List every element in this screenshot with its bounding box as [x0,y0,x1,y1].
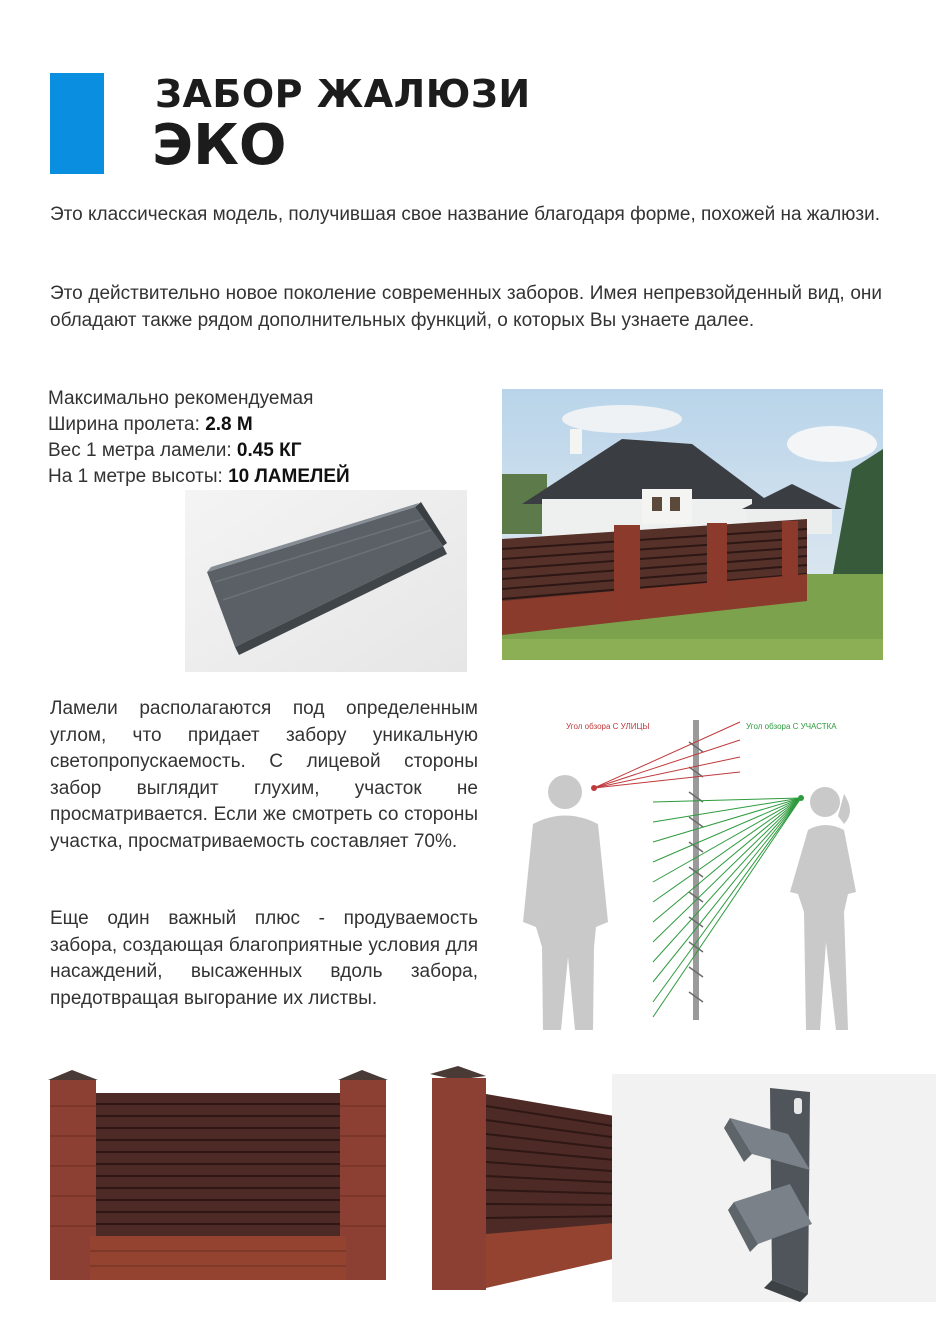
specs-block [48,386,350,490]
accent-bar [50,73,104,174]
fence-front-image [46,1066,392,1288]
page-title-line1: ЗАБОР ЖАЛЮЗИ [155,72,531,116]
page-title-line2: ЭКО [152,113,287,178]
intro-paragraph-2: Это действительно новое поколение современных заборов. Имея непревзойденный вид, они обладают также рядом дополнительных функций, о которых Вы узнаете далее. [50,283,882,331]
man-silhouette [523,775,608,1030]
intro-paragraph-1: Это классическая модель, получившая свое название благодаря форме, похожей на жалюзи. [50,204,881,225]
specs-heading: Максимально рекомендуемая [48,388,314,409]
features-paragraph-1: Ламели располагаются под определенным углом, что придает забору уникальную светопропускаемость. С лицевой стороны забор выглядит глухим, участок не просматривается. Если же смотреть со стороны участка, просматриваемость составляет 70%. [50,698,478,852]
woman-silhouette [790,787,856,1030]
yard-view-rays [653,798,801,1017]
house-fence-photo [502,389,883,660]
yard-view-label: Угол обзора С УЧАСТКА [746,722,837,731]
spec-span: Ширина пролета: 2.8 М [48,414,253,435]
spec-height: На 1 метре высоты: 10 ЛАМЕЛЕЙ [48,466,350,487]
lamella-image [185,490,467,672]
lamella-bracket-image [612,1074,936,1302]
street-view-rays [594,722,740,788]
spec-weight: Вес 1 метра ламели: 0.45 КГ [48,440,302,461]
visibility-diagram [508,712,880,1034]
street-view-label: Угол обзора С УЛИЦЫ [566,722,650,731]
features-paragraph-2: Еще один важный плюс - продуваемость забора, создающая благоприятные условия для насаждений, высаженных вдоль забора, предотвращая выгорание их листвы. [50,908,478,1009]
